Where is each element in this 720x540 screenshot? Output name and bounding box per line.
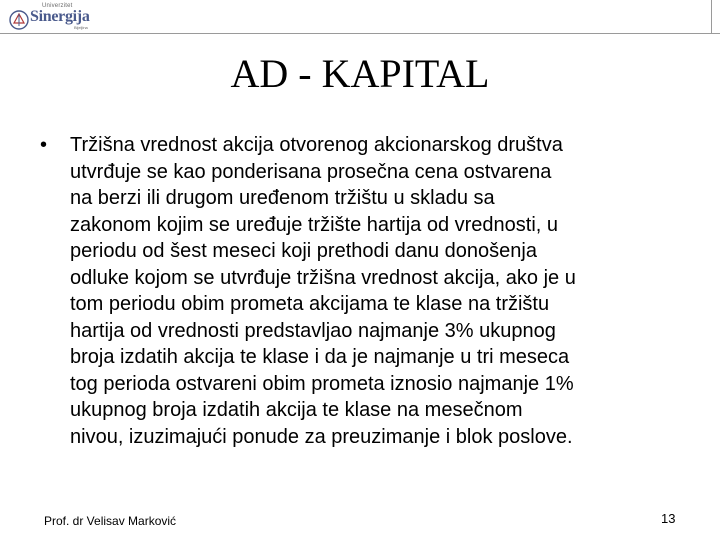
university-logo	[8, 3, 92, 33]
bullet-paragraph	[40, 132, 690, 450]
bullet-marker: •	[40, 134, 48, 156]
paragraph-line: utvrđuje se kao ponderisana prosečna cena ostvarena	[70, 160, 552, 183]
footer-author: Prof. dr Velisav Marković	[44, 514, 177, 528]
logo-small-text: Univerzitet	[42, 3, 73, 9]
paragraph-line: nivou, izuzimajući ponude za preuzimanje i blok poslove.	[70, 425, 573, 448]
logo-mark-icon	[8, 9, 30, 31]
paragraph-line: ukupnog broja izdatih akcija te klase na mesečnom	[70, 399, 523, 421]
header-divider	[0, 33, 720, 34]
logo-main-text: Sinergija	[30, 8, 90, 25]
paragraph-line: tom periodu obim prometa akcijama te klase na tržištu	[70, 293, 550, 315]
logo-sub-text: Bijeljina	[74, 25, 88, 30]
paragraph-line: hartija od vrednosti predstavljao najmanje 3% ukupnog	[70, 319, 556, 342]
slide-body	[40, 132, 690, 450]
paragraph-line: tog perioda ostvareni obim prometa iznosio najmanje 1%	[70, 372, 574, 395]
paragraph-line: odluke kojom se utvrđuje tržišna vrednost akcija, ako je u	[70, 266, 576, 289]
header-side-divider	[711, 0, 712, 33]
page-number: 13	[661, 511, 676, 526]
slide-title: AD - KAPITAL	[230, 51, 490, 96]
paragraph-line: broja izdatih akcija te klase i da je najmanje u tri meseca	[70, 346, 570, 368]
paragraph-line: zakonom kojim se uređuje tržište hartija od vrednosti, u	[70, 213, 559, 236]
paragraph-line: periodu od šest meseci koji prethodi danu donošenja	[70, 240, 537, 262]
paragraph-line: na berzi ili drugom uređenom tržištu u skladu sa	[70, 187, 495, 209]
paragraph-line: Tržišna vrednost akcija otvorenog akcionarskog društva	[70, 134, 563, 156]
